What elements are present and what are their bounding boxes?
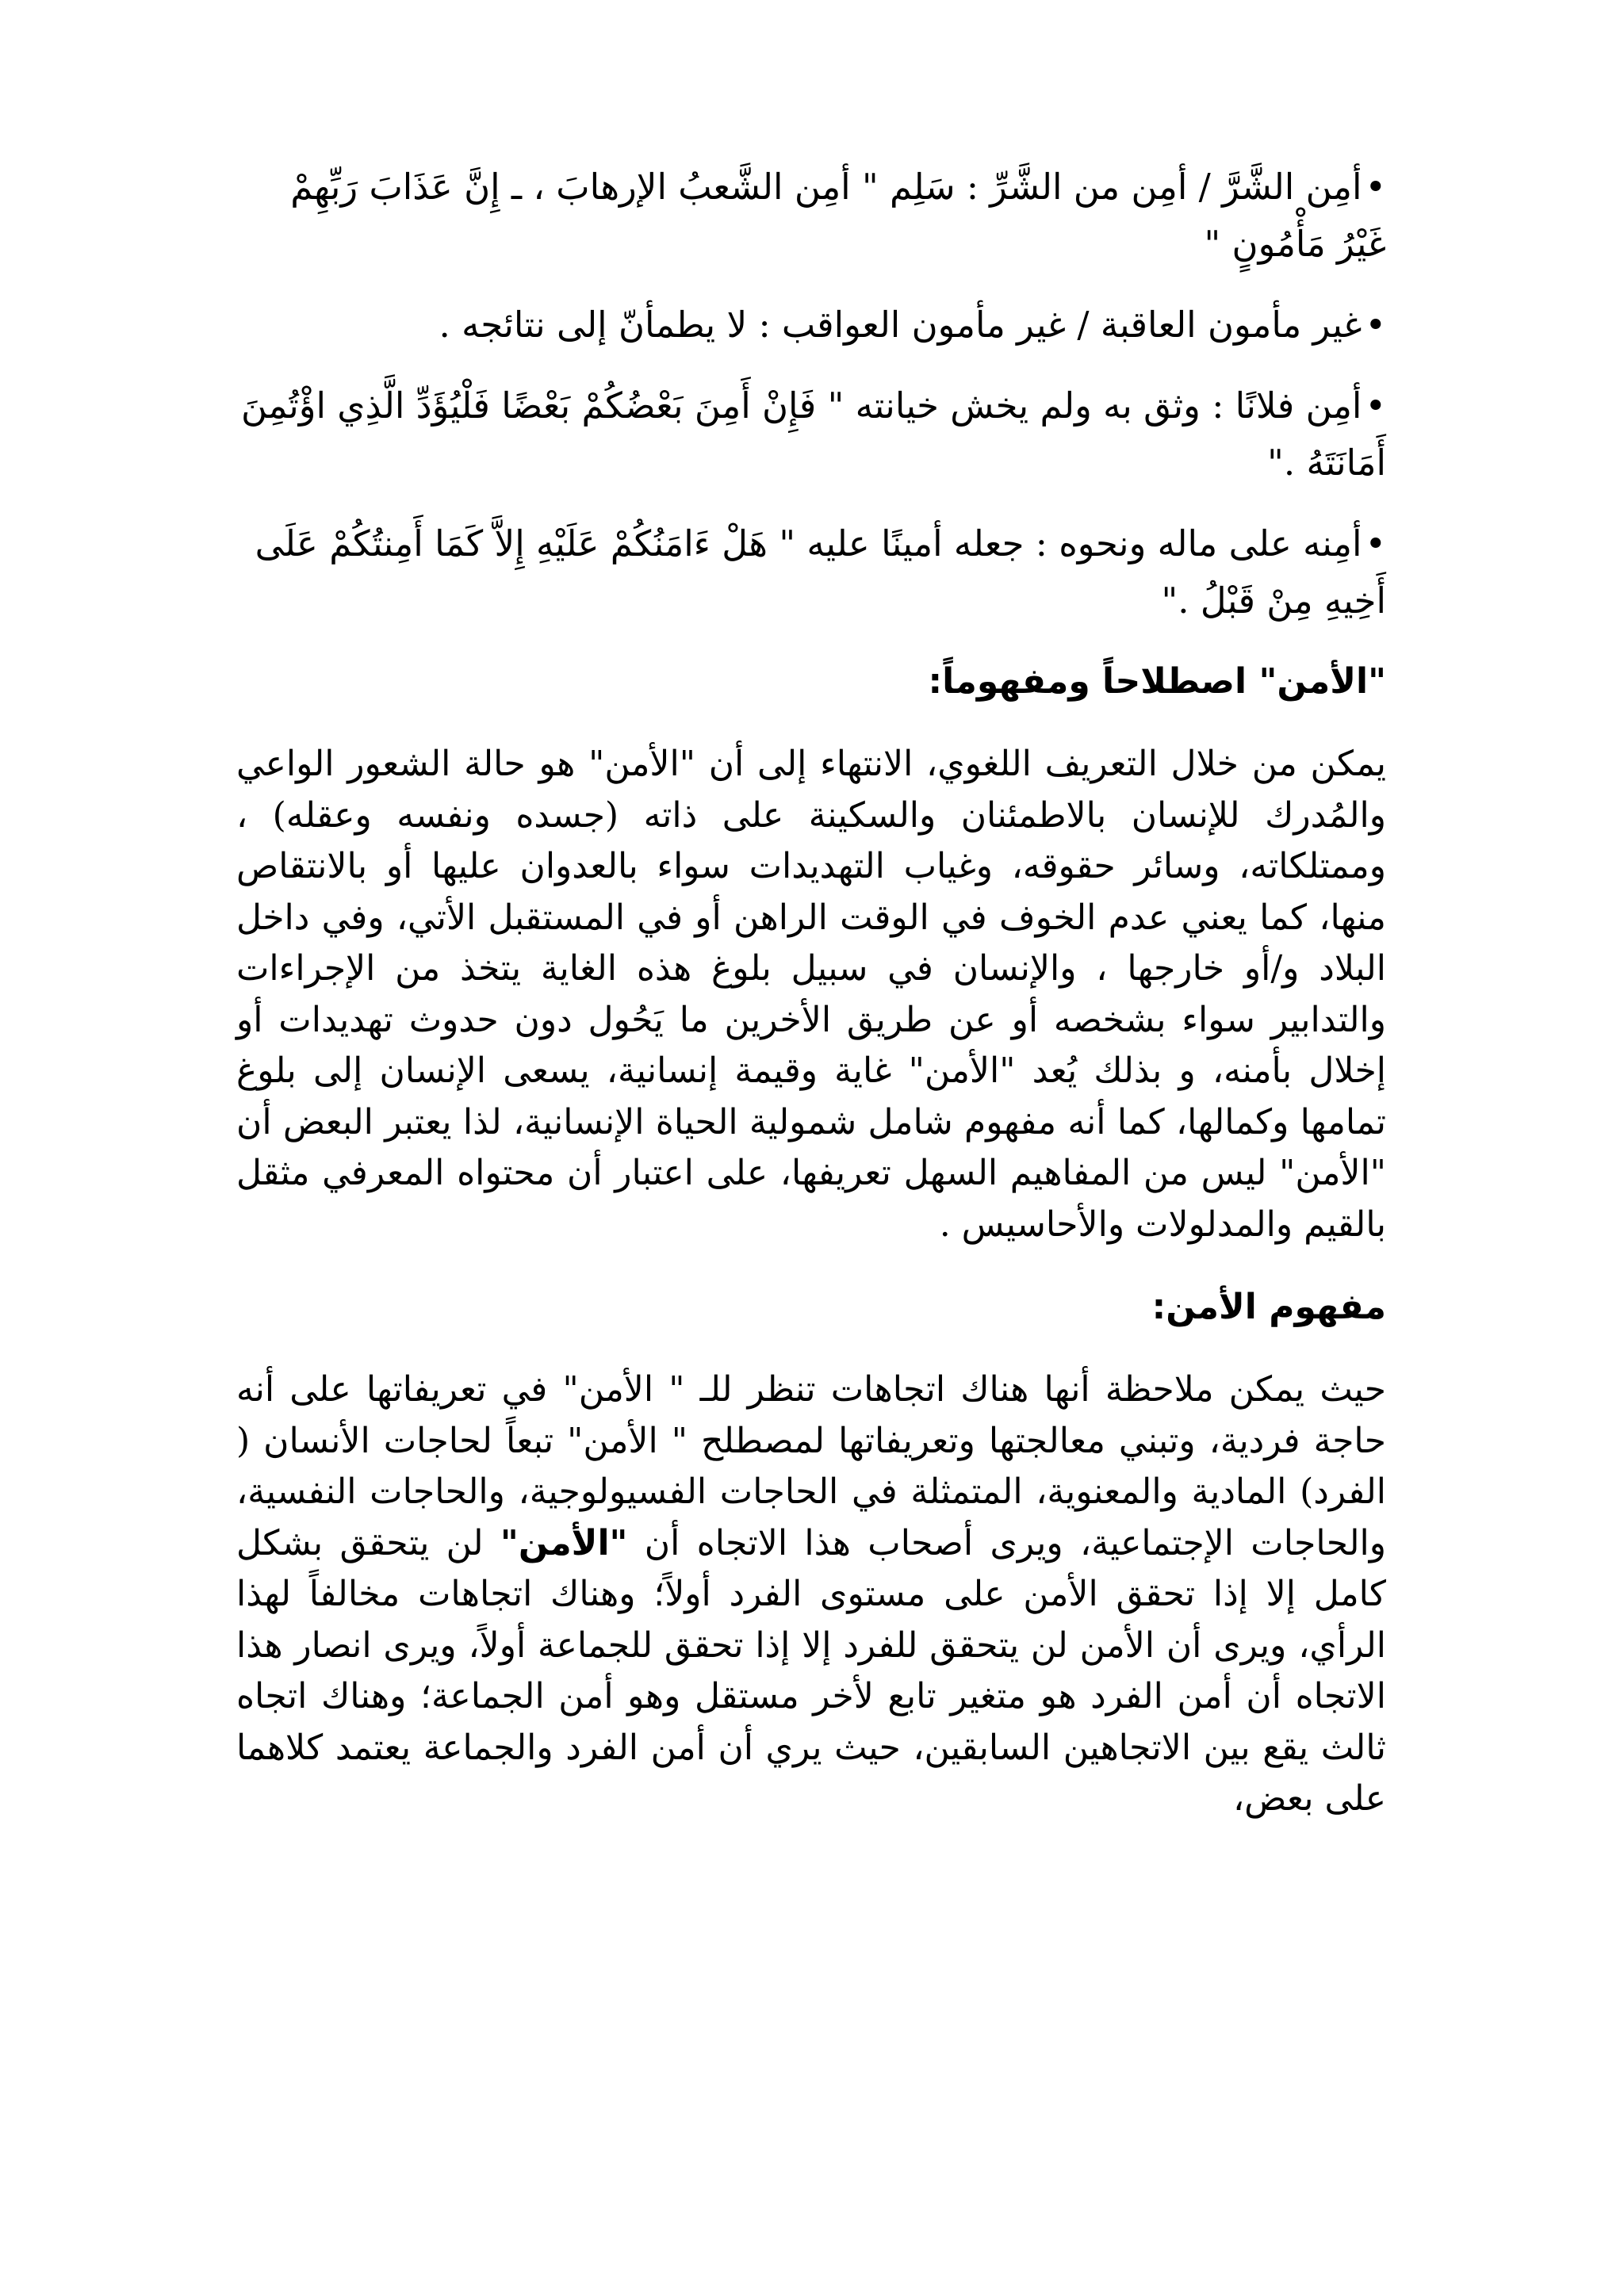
- bullet-item: [236, 377, 1386, 492]
- bullet-text: غير مأمون العاقبة / غير مأمون العواقب : لا يطمأنّ إلى نتائجه .: [439, 304, 1362, 346]
- bullet-dot-icon: •: [1365, 166, 1386, 208]
- bullet-item: [236, 297, 1386, 354]
- bullet-dot-icon: •: [1365, 522, 1386, 564]
- bullet-dot-icon: •: [1365, 385, 1386, 427]
- bullet-text: أمِن فلانًا : وثق به ولم يخش خيانته " فَإِنْ أَمِنَ بَعْضُكُمْ بَعْضًا فَلْيُؤَدِّ الَّذِي اؤْتُمِنَ أَمَانَتَهُ .": [240, 385, 1386, 484]
- bullet-text: أمِن الشَّرَّ / أمِن من الشَّرِّ : سَلِم " أمِن الشَّعبُ الإرهابَ ، ـ إِنَّ عَذَابَ رَبِّهِمْ غَيْرُ مَأْمُونٍ ": [290, 166, 1386, 265]
- page-content: [236, 159, 1386, 1854]
- bullet-dot-icon: •: [1365, 304, 1386, 346]
- bullet-item: [236, 515, 1386, 629]
- bullet-item: [236, 159, 1386, 273]
- paragraph-text: حيث يمكن ملاحظة أنها هناك اتجاهات تنظر للـ " الأمن" في تعريفاتها على أنه حاجة فردية، وتبني معالجتها وتعريفاتها لمصطلح " الأمن" تبعاً لحاجات الأنسان ( الفرد) المادية والمعنوية، المتمثلة في الحاجات الفسيولوجية، والحاجات النفسية، والحاجات الإجتماعية، ويرى أصحاب هذا الاتجاه أن: [236, 1369, 1387, 1563]
- bullet-text: أمِنه على ماله ونحوه : جعله أمينًا عليه " هَلْ ءَامَنُكُمْ عَلَيْهِ إِلاَّ كَمَا أَمِنتُكُمْ عَلَى أَخِيهِ مِنْ قَبْلُ .": [255, 522, 1386, 622]
- body-paragraph: يمكن من خلال التعريف اللغوي، الانتهاء إلى أن "الأمن" هو حالة الشعور الواعي والمُدرك للإنسان بالاطمئنان والسكينة على ذاته (جسده ونفسه وعقله) ، وممتلكاته، وسائر حقوقه، وغياب التهديدات سواء بالعدوان عليها أو بالانتقاص منها، كما يعني عدم الخوف في الوقت الراهن أو في المستقبل الأتي، وفي داخل البلاد و/أو خارجها ، والإنسان في سبيل بلوغ هذه الغاية يتخذ من الإجراءات والتدابير سواء بشخصه أو عن طريق الأخرين ما يَحُول دون حدوث تهديدات أو إخلال بأمنه، و بذلك يُعد "الأمن" غاية وقيمة إنسانية، يسعى الإنسان إلى بلوغ تمامها وكمالها، كما أنه مفهوم شامل شمولية الحياة الإنسانية، لذا يعتبر البعض أن "الأمن" ليس من المفاهيم السهل تعريفها، على اعتبار أن محتواه المعرفي مثقل بالقيم والمدلولات والأحاسيس .: [236, 744, 1386, 1245]
- section-heading-security-definition: "الأمن" اصطلاحاً ومفهوماً:: [928, 661, 1386, 702]
- body-paragraph: [236, 1364, 1386, 1825]
- paragraph-text: لن يتحقق بشكل كامل إلا إذا تحقق الأمن على مستوى الفرد أولاً؛ وهناك اتجاهات مخالفاً لهذا الرأي، ويرى أن الأمن لن يتحقق للفرد إلا إذا تحقق للجماعة أولاً، ويرى انصار هذا الاتجاه أن أمن الفرد هو متغير تابع لأخر مستقل وهو أمن الجماعة؛ وهناك اتجاه ثالث يقع بين الاتجاهين السابقين، حيث يري أن أمن الفرد والجماعة يعتمد كلاهما على بعض،: [236, 1522, 1386, 1819]
- section-heading-security-concept: مفهوم الأمن:: [1151, 1287, 1386, 1327]
- bold-term: "الأمن": [500, 1522, 628, 1563]
